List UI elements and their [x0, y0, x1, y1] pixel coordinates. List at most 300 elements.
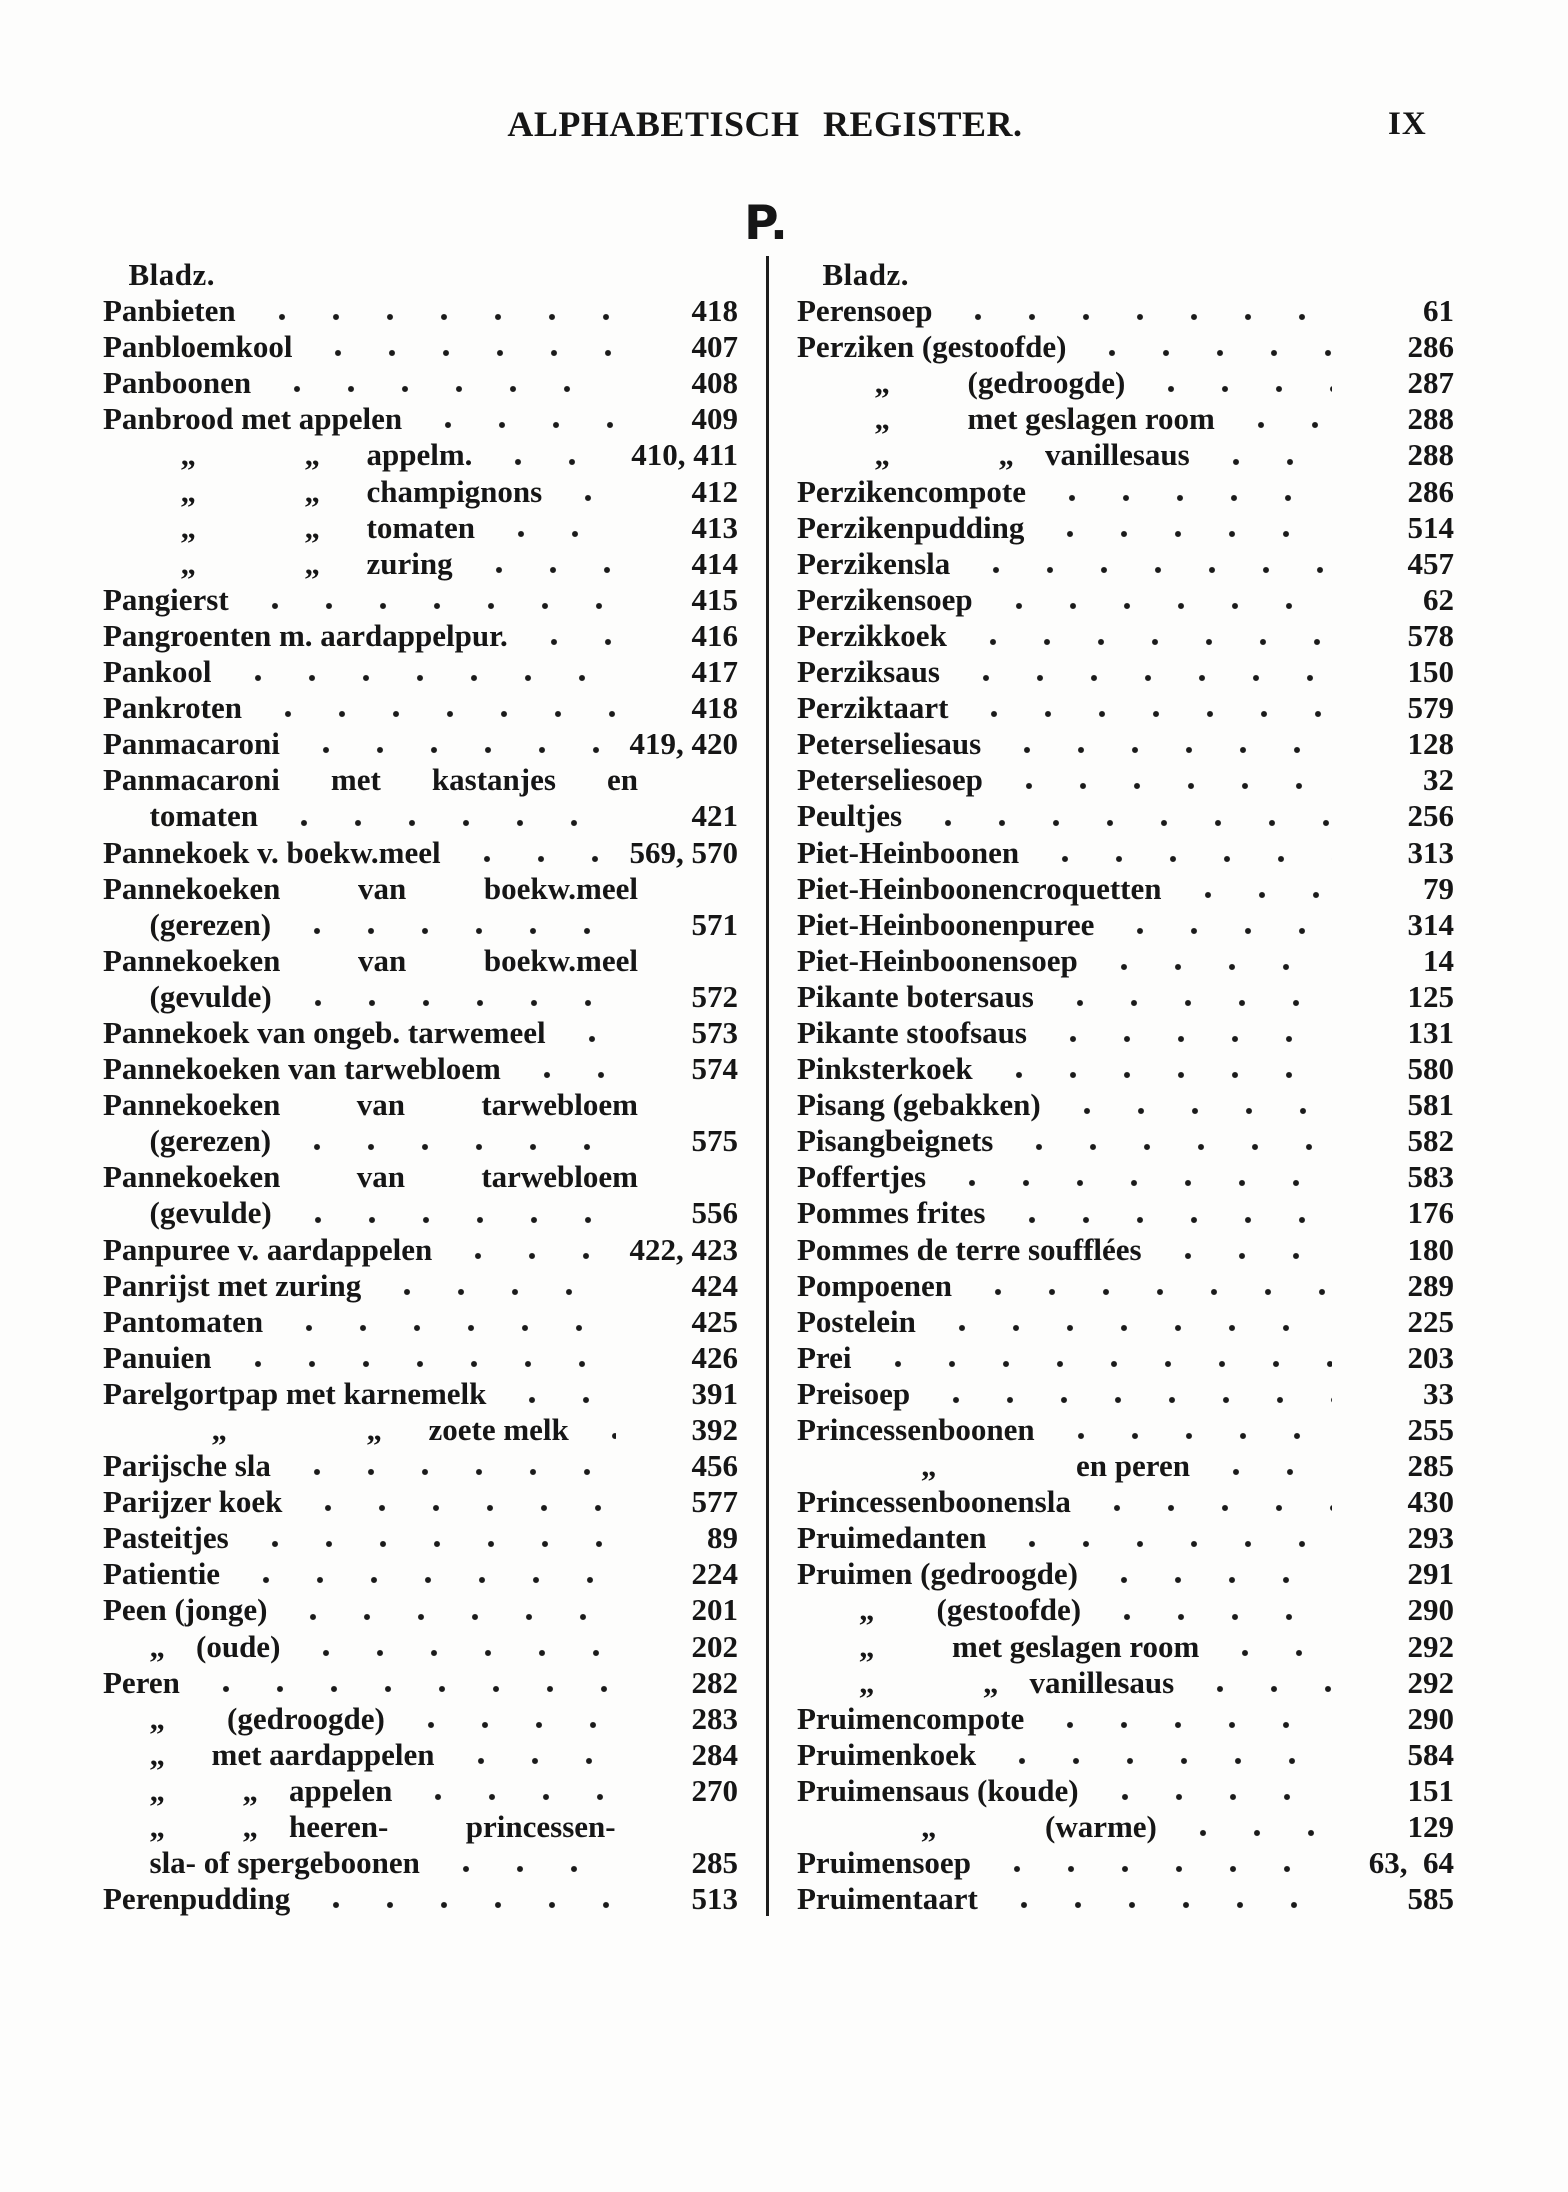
entry-title: Perzikencompote	[797, 473, 1026, 509]
entry-page-number: 201	[691, 1592, 738, 1628]
entry-title: Pruimencompote	[797, 1700, 1025, 1736]
index-entry	[103, 618, 738, 654]
index-entry	[103, 365, 738, 401]
dot-leader	[989, 1737, 1332, 1773]
entry-title: Pangroenten m. aardappelpur.	[103, 617, 508, 653]
entry-page-number: 290	[1407, 1700, 1454, 1736]
dot-leader	[1212, 1629, 1332, 1665]
dot-leader	[1091, 1556, 1332, 1592]
entry-page-number: 14	[1423, 942, 1454, 978]
dot-leader	[1138, 365, 1332, 401]
entry-page-number: 125	[1407, 978, 1454, 1014]
entry-title: Pruimedanten	[797, 1520, 987, 1556]
dot-leader	[454, 835, 616, 871]
entry-title: Panpuree v. aardappelen	[103, 1231, 433, 1267]
entry-title: Pommes de terre soufflées	[797, 1231, 1142, 1267]
dot-leader	[433, 1845, 616, 1881]
entry-title: Pinksterkoek	[797, 1051, 973, 1087]
entry-title: Pommes frites	[797, 1195, 986, 1231]
dot-leader	[965, 1268, 1332, 1304]
section-letter: P.	[744, 196, 788, 251]
index-entry	[797, 835, 1454, 871]
dot-leader	[1203, 437, 1332, 473]
index-entry	[103, 1159, 738, 1195]
index-entry	[797, 654, 1454, 690]
entry-page-number: 150	[1407, 654, 1454, 690]
entry-page-number: 255	[1407, 1412, 1454, 1447]
entry-page-number: 79	[1423, 870, 1454, 906]
entry-page-number: 286	[1407, 329, 1454, 365]
entry-page-number: 578	[1407, 617, 1454, 653]
index-entry	[797, 762, 1454, 798]
dot-leader	[559, 1015, 616, 1051]
entry-title: „ „ zuring	[103, 545, 453, 581]
entry-title: (gerezen)	[103, 906, 272, 942]
entry-page-number: 287	[1407, 365, 1454, 401]
entry-title: „ met aardappelen	[103, 1736, 435, 1772]
entry-title: tomaten	[103, 798, 258, 834]
entry-page-number: 430	[1407, 1484, 1454, 1520]
index-entry	[103, 1087, 738, 1123]
entry-title: „ (warme)	[797, 1809, 1157, 1845]
index-entry	[103, 1701, 738, 1737]
entry-title: „ „ heeren- princessen-	[103, 1809, 616, 1845]
index-entry	[103, 437, 738, 473]
dot-leader	[986, 1051, 1332, 1087]
index-entry	[103, 1232, 738, 1268]
index-entry	[797, 1159, 1454, 1195]
entry-page-number: 151	[1407, 1772, 1454, 1808]
dot-leader	[514, 1051, 616, 1087]
dot-leader	[1203, 1448, 1332, 1484]
index-entry	[797, 1015, 1454, 1051]
entry-page-number: 391	[691, 1375, 738, 1411]
index-entry	[797, 1268, 1454, 1304]
dot-leader	[485, 437, 616, 473]
entry-title: „ (oude)	[103, 1628, 281, 1664]
dot-leader	[984, 1845, 1332, 1881]
column-header-row	[797, 257, 1454, 293]
entry-page-number: 418	[691, 690, 738, 726]
entry-page-number: 408	[691, 365, 738, 401]
entry-page-number: 129	[1407, 1809, 1454, 1845]
dot-leader	[305, 329, 616, 365]
entry-title: Panmacaroni	[103, 726, 280, 762]
index-entry	[103, 546, 738, 582]
entry-title: Postelein	[797, 1303, 916, 1339]
entry-title: Parelgortpap met karnemelk	[103, 1375, 487, 1411]
index-entry	[103, 1773, 738, 1809]
index-entry	[797, 1087, 1454, 1123]
entry-title: Piet-Heinboonencroquetten	[797, 870, 1162, 906]
index-entry	[797, 1232, 1454, 1268]
dot-leader	[405, 1773, 616, 1809]
entry-title: Pannekoeken van tarwebloem	[103, 1087, 638, 1123]
index-entry	[797, 1809, 1454, 1845]
dot-leader	[293, 726, 616, 762]
entry-title: Perensoep	[797, 293, 933, 329]
dot-leader	[276, 1304, 616, 1340]
entry-page-number: 577	[691, 1484, 738, 1520]
entry-page-number: 270	[691, 1772, 738, 1808]
dot-leader	[295, 1484, 616, 1520]
entry-title: Pankroten	[103, 690, 242, 726]
entry-title: Perziktaart	[797, 690, 949, 726]
entry-title: Peren	[103, 1664, 180, 1700]
index-entry	[103, 401, 738, 437]
dot-leader	[374, 1268, 616, 1304]
entry-title: „ (gedroogde)	[797, 365, 1126, 401]
entry-title: (gevulde)	[103, 1195, 272, 1231]
entry-title: Parijzer koek	[103, 1484, 283, 1520]
index-entry	[797, 510, 1454, 546]
entry-title: Piet-Heinboonen	[797, 834, 1020, 870]
dot-leader	[960, 618, 1332, 654]
entry-page-number: 202	[691, 1628, 738, 1664]
dot-leader	[225, 654, 616, 690]
entry-page-number: 418	[691, 293, 738, 329]
entry-page-number: 288	[1407, 437, 1454, 473]
index-entry	[103, 329, 738, 365]
entry-page-number: 556	[691, 1195, 738, 1231]
dot-leader	[994, 726, 1332, 762]
entry-page-number: 285	[691, 1845, 738, 1881]
index-entry	[797, 474, 1454, 510]
dot-leader	[1107, 907, 1332, 943]
dot-leader	[1091, 943, 1332, 979]
index-entry	[103, 762, 738, 798]
dot-leader	[284, 1123, 616, 1159]
entry-title: Pruimen (gedroogde)	[797, 1556, 1078, 1592]
dot-leader	[963, 546, 1332, 582]
entry-page-number: 203	[1407, 1339, 1454, 1375]
register-title: ALPHABETISCH REGISTER.	[507, 104, 1023, 144]
dot-leader	[280, 1592, 616, 1628]
entry-page-number: 292	[1407, 1664, 1454, 1700]
dot-leader	[1170, 1809, 1332, 1845]
entry-title: Pikante botersaus	[797, 978, 1034, 1014]
index-entry	[797, 1881, 1454, 1917]
entry-title: „ met geslagen room	[797, 1628, 1200, 1664]
entry-page-number: 419, 420	[629, 726, 738, 762]
dot-leader	[193, 1665, 616, 1701]
dot-leader	[945, 293, 1332, 329]
dot-leader	[1079, 329, 1332, 365]
index-entry	[797, 1123, 1454, 1159]
entry-page-number: 61	[1423, 293, 1454, 329]
entry-page-number: 425	[691, 1303, 738, 1339]
index-entry	[103, 798, 738, 834]
entry-page-number: 422, 423	[629, 1231, 738, 1267]
index-entry	[103, 1592, 738, 1628]
dot-leader	[284, 1448, 616, 1484]
entry-title: (gevulde)	[103, 978, 272, 1014]
dot-leader	[293, 1629, 616, 1665]
dot-leader	[1175, 871, 1332, 907]
index-entry	[103, 1737, 738, 1773]
dot-leader	[1037, 1701, 1332, 1737]
entry-title: Pannekoek v. boekw.meel	[103, 834, 441, 870]
entry-page-number: 457	[1407, 545, 1454, 581]
entry-page-number: 456	[691, 1448, 738, 1484]
index-entry	[103, 293, 738, 329]
entry-title: Pannekoeken van boekw.meel	[103, 870, 638, 906]
entry-page-number: 421	[691, 798, 738, 834]
dot-leader	[1094, 1592, 1332, 1628]
index-entry	[103, 582, 738, 618]
index-entry	[103, 1629, 738, 1665]
dot-leader	[865, 1340, 1332, 1376]
index-entry	[797, 437, 1454, 473]
dot-leader	[1006, 1123, 1332, 1159]
index-entry	[103, 835, 738, 871]
entry-title: Pruimensaus (koude)	[797, 1772, 1079, 1808]
entry-page-number: 285	[1407, 1448, 1454, 1484]
index-entry	[797, 1737, 1454, 1773]
index-entry	[797, 798, 1454, 834]
dot-leader	[999, 1520, 1332, 1556]
index-entry	[797, 618, 1454, 654]
entry-title: Panbieten	[103, 293, 236, 329]
entry-page-number: 409	[691, 401, 738, 437]
entry-page-number: 291	[1407, 1556, 1454, 1592]
index-entry	[103, 510, 738, 546]
entry-page-number: 180	[1407, 1231, 1454, 1267]
index-entry	[797, 582, 1454, 618]
index-entry	[797, 1592, 1454, 1628]
entry-title: „ en peren	[797, 1448, 1190, 1484]
entry-title: Perzikkoek	[797, 617, 947, 653]
index-entry	[797, 1484, 1454, 1520]
index-entry	[797, 1195, 1454, 1231]
index-entry	[797, 1340, 1454, 1376]
entry-title: „ „ appelm.	[103, 437, 473, 473]
index-entry	[797, 871, 1454, 907]
entry-title: „ „ vanillesaus	[797, 437, 1190, 473]
dot-leader	[1039, 474, 1332, 510]
dot-leader	[225, 1340, 616, 1376]
entry-page-number: 225	[1407, 1303, 1454, 1339]
index-entry	[103, 1845, 738, 1881]
entry-page-number: 131	[1407, 1014, 1454, 1050]
index-entry	[797, 365, 1454, 401]
dot-leader	[284, 907, 616, 943]
entry-title: Perzikenpudding	[797, 509, 1025, 545]
entry-page-number: 33	[1423, 1375, 1454, 1411]
entry-title: Pannekoeken van boekw.meel	[103, 942, 638, 978]
index-column-right	[797, 257, 1454, 1917]
index-entry	[797, 1701, 1454, 1737]
entry-page-number: 128	[1407, 726, 1454, 762]
dot-leader	[445, 1232, 616, 1268]
index-entry	[797, 1773, 1454, 1809]
entry-title: Pisang (gebakken)	[797, 1087, 1041, 1123]
dot-leader	[521, 618, 616, 654]
index-column-left	[103, 257, 738, 1917]
entry-page-number: 289	[1407, 1267, 1454, 1303]
index-entry	[103, 726, 738, 762]
index-entry	[103, 474, 738, 510]
entry-title: Piet-Heinboonensoep	[797, 942, 1078, 978]
entry-title: Perziken (gestoofde)	[797, 329, 1067, 365]
dot-leader	[923, 1376, 1332, 1412]
entry-page-number: 424	[691, 1267, 738, 1303]
dot-leader	[1228, 401, 1332, 437]
entry-page-number: 572	[691, 978, 738, 1014]
dot-leader	[999, 1195, 1333, 1231]
dot-leader	[555, 474, 616, 510]
entry-title: „ „ champignons	[103, 473, 543, 509]
entry-page-number: 574	[691, 1051, 738, 1087]
entry-title: Princessenboonen	[797, 1412, 1035, 1447]
index-entry	[103, 1376, 738, 1412]
entry-title: Princessenboonensla	[797, 1484, 1071, 1520]
entry-page-number: 176	[1407, 1195, 1454, 1231]
dot-leader	[953, 654, 1332, 690]
entry-title: Peultjes	[797, 798, 903, 834]
entry-title: „ „ zoete melk	[103, 1412, 569, 1447]
index-entry	[103, 1015, 738, 1051]
dot-leader	[961, 690, 1332, 726]
entry-title: Panboonen	[103, 365, 252, 401]
entry-title: Piet-Heinboonenpuree	[797, 906, 1095, 942]
entry-page-number: 256	[1407, 798, 1454, 834]
entry-page-number: 284	[691, 1736, 738, 1772]
index-entry	[797, 1051, 1454, 1087]
column-header-bladz: Bladz.	[128, 257, 215, 292]
index-entry	[103, 1051, 738, 1087]
dot-leader	[1084, 1484, 1332, 1520]
dot-leader	[233, 1556, 616, 1592]
dot-leader	[929, 1304, 1332, 1340]
index-entry	[797, 329, 1454, 365]
entry-page-number: 288	[1407, 401, 1454, 437]
entry-title: Peterseliesoep	[797, 762, 983, 798]
entry-title: Pannekoek van ongeb. tarwemeel	[103, 1014, 546, 1050]
index-entry	[797, 979, 1454, 1015]
entry-title: Perzikensoep	[797, 581, 973, 617]
entry-page-number: 32	[1423, 762, 1454, 798]
index-entry	[103, 907, 738, 943]
entry-title: Pruimenkoek	[797, 1736, 977, 1772]
index-entry	[797, 1665, 1454, 1701]
entry-title: Pannekoeken van tarwebloem	[103, 1051, 501, 1087]
index-entry	[103, 654, 738, 690]
entry-title: Prei	[797, 1339, 852, 1375]
entry-title: Panbloemkool	[103, 329, 293, 365]
index-entry	[103, 1304, 738, 1340]
dot-leader	[1155, 1232, 1332, 1268]
entry-page-number: 416	[691, 617, 738, 653]
dot-leader	[271, 798, 616, 834]
index-entry	[103, 1520, 738, 1556]
dot-leader	[1187, 1665, 1332, 1701]
index-entry	[797, 546, 1454, 582]
entry-page-number: 514	[1407, 509, 1454, 545]
entry-title: Panrijst met zuring	[103, 1267, 362, 1303]
dot-leader	[415, 401, 616, 437]
index-entry	[103, 1665, 738, 1701]
entry-page-number: 513	[691, 1881, 738, 1917]
index-entry	[103, 1123, 738, 1159]
index-entry	[797, 943, 1454, 979]
index-entry	[797, 1448, 1454, 1484]
entry-title: sla- of spergeboonen	[103, 1845, 420, 1881]
entry-page-number: 414	[691, 545, 738, 581]
entry-page-number: 314	[1407, 906, 1454, 942]
dot-leader	[499, 1376, 616, 1412]
entry-title: Panmacaroni met kastanjes en	[103, 762, 638, 798]
index-entry	[103, 943, 738, 979]
entry-page-number: 584	[1407, 1736, 1454, 1772]
dot-leader	[1037, 510, 1332, 546]
entry-title: Pruimensoep	[797, 1845, 971, 1881]
entry-page-number: 62	[1423, 581, 1454, 617]
entry-page-number: 581	[1407, 1087, 1454, 1123]
entry-page-number: 412	[691, 473, 738, 509]
dot-leader	[255, 690, 616, 726]
entry-title: „ met geslagen room	[797, 401, 1215, 437]
index-entry	[797, 401, 1454, 437]
index-entry	[103, 1881, 738, 1917]
dot-leader	[991, 1881, 1332, 1917]
entry-title: Perenpudding	[103, 1881, 291, 1917]
index-entry	[797, 726, 1454, 762]
entry-page-number: 290	[1407, 1592, 1454, 1628]
column-header-bladz: Bladz.	[822, 257, 909, 292]
dot-leader	[398, 1701, 616, 1737]
dot-leader	[582, 1412, 616, 1448]
dot-leader	[1054, 1087, 1332, 1123]
entry-page-number: 569, 570	[629, 834, 738, 870]
entry-page-number: 582	[1407, 1123, 1454, 1159]
dot-leader	[1040, 1015, 1332, 1051]
entry-title: „ (gestoofde)	[797, 1592, 1082, 1628]
entry-title: Panbrood met appelen	[103, 401, 403, 437]
index-entry	[103, 1195, 738, 1231]
entry-page-number: 579	[1407, 690, 1454, 726]
entry-page-number: 283	[691, 1700, 738, 1736]
entry-title: „ „ tomaten	[103, 509, 475, 545]
index-entry	[797, 907, 1454, 943]
index-entry	[797, 690, 1454, 726]
entry-page-number: 407	[691, 329, 738, 365]
index-entry	[797, 1845, 1454, 1881]
entry-page-number: 573	[691, 1014, 738, 1050]
entry-title: „ (gedroogde)	[103, 1700, 385, 1736]
dot-leader	[242, 582, 616, 618]
entry-title: Pruimentaart	[797, 1881, 978, 1917]
entry-title: Peen (jonge)	[103, 1592, 268, 1628]
entry-title: Poffertjes	[797, 1159, 927, 1195]
dot-leader	[249, 293, 616, 329]
entry-title: Preisoep	[797, 1375, 911, 1411]
index-entry	[797, 1629, 1454, 1665]
index-entry	[103, 1340, 738, 1376]
dot-leader	[996, 762, 1332, 798]
entry-title: Pannekoeken van tarwebloem	[103, 1159, 638, 1195]
dot-leader	[1032, 835, 1332, 871]
dot-leader	[986, 582, 1332, 618]
index-entry	[103, 1556, 738, 1592]
entry-title: Pangierst	[103, 581, 229, 617]
entry-page-number: 392	[691, 1412, 738, 1447]
dot-leader	[285, 1195, 616, 1231]
entry-page-number: 585	[1407, 1881, 1454, 1917]
entry-page-number: 580	[1407, 1051, 1454, 1087]
index-entry	[797, 293, 1454, 329]
entry-title: Pisangbeignets	[797, 1123, 994, 1159]
